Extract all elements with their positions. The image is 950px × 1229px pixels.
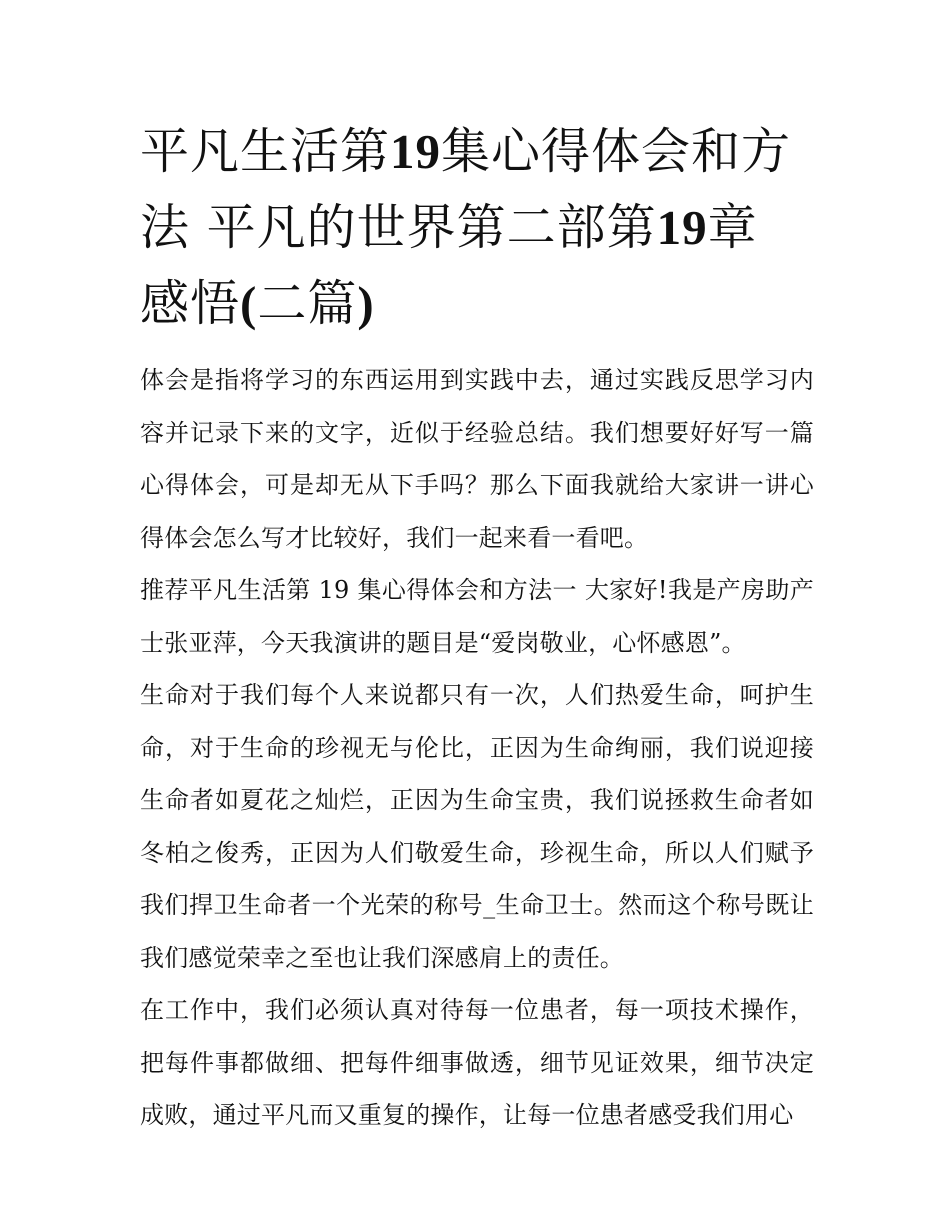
title-number: 19 xyxy=(390,124,442,179)
paragraph: 在工作中，我们必须认真对待每一位患者，每一项技术操作，把每件事都做细、把每件细事做透，细节见证效果，细节决定成败，通过平凡而又重复的操作，让每一位患者感受我们用心 xyxy=(140,996,814,1129)
title-text: 章 xyxy=(707,199,758,256)
title-text: 二篇 xyxy=(257,275,358,332)
title-line-2 xyxy=(140,199,758,256)
title-line-1 xyxy=(140,123,791,180)
title-text: 集心得体会和方 xyxy=(441,123,792,180)
title-paren-open: ( xyxy=(240,276,258,331)
title-paren-close: ) xyxy=(357,276,375,331)
title-text: 感悟 xyxy=(140,275,241,332)
document-body xyxy=(140,354,814,1142)
document-title xyxy=(140,114,820,342)
title-text: 法 平凡的世界第二部第 xyxy=(140,199,657,256)
paragraph: 推荐平凡生活第 19 集心得体会和方法一 大家好!我是产房助产士张亚萍，今天我演讲的题目是“爱岗敬业，心怀感恩”。 xyxy=(140,576,814,657)
title-text: 平凡生活第 xyxy=(140,123,391,180)
paragraph: 体会是指将学习的东西运用到实践中去，通过实践反思学习内容并记录下来的文字，近似于经验总结。我们想要好好写一篇心得体会，可是却无从下手吗？那么下面我就给大家讲一讲心得体会怎么写才比较好，我们一起来看一看吧。 xyxy=(140,366,814,552)
paragraph: 生命对于我们每个人来说都只有一次，人们热爱生命，呵护生命，对于生命的珍视无与伦比，正因为生命绚丽，我们说迎接生命者如夏花之灿烂，正因为生命宝贵，我们说拯救生命者如冬柏之俊秀，正因为人们敬爱生命，珍视生命，所以人们赋予我们捍卫生命者一个光荣的称号_生命卫士。然而这个称号既让我们感觉荣幸之至也让我们深感肩上的责任。 xyxy=(140,681,814,972)
title-number: 19 xyxy=(656,200,708,255)
title-line-3 xyxy=(140,275,375,332)
